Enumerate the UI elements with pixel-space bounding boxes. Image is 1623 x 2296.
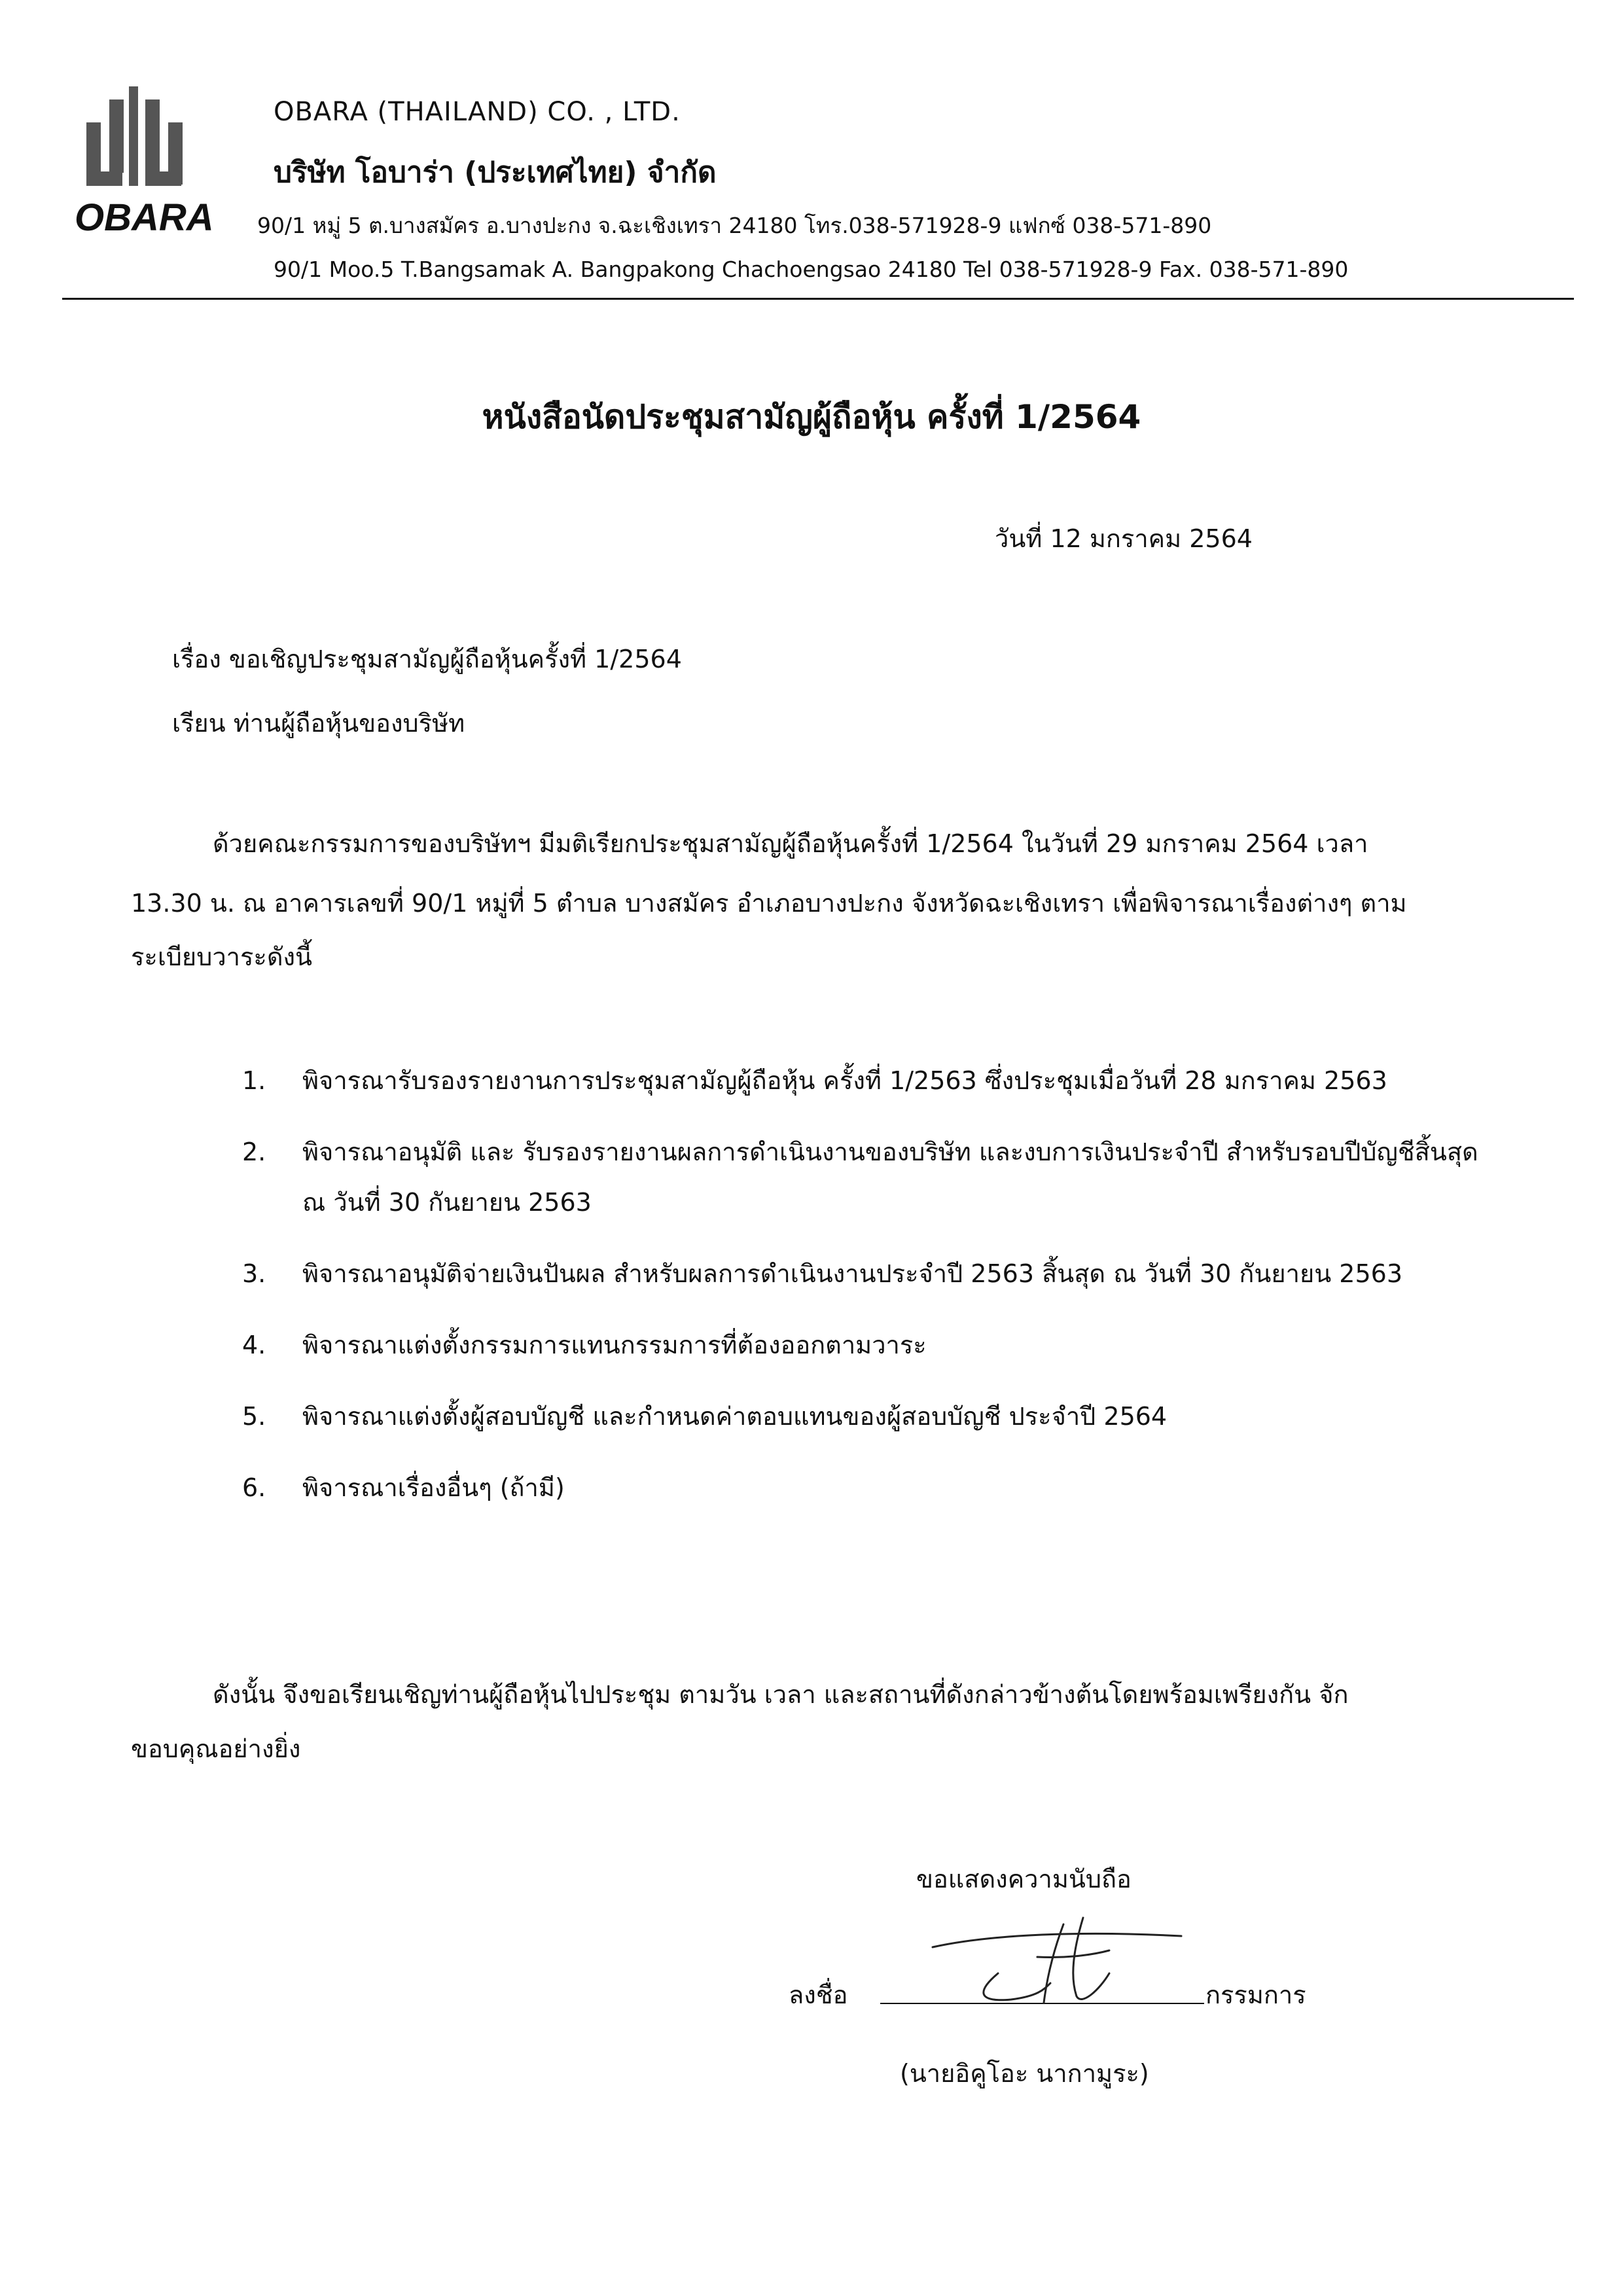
signatory-name: (นายอิคูโอะ นากามูระ): [900, 2059, 1149, 2088]
closing-regards: ขอแสดงความนับถือ: [916, 1865, 1132, 1893]
agenda-item-text: พิจารณาอนุมัติ และ รับรองรายงานผลการดำเนินงานของบริษัท และงบการเงินประจำปี สำหรับรอบปีบัญชีสิ้นสุด ณ วันที่ 30 กันยายน 2563: [302, 1138, 1478, 1217]
body-paragraph-first-line: ด้วยคณะกรรมการของบริษัทฯ มีมติเรียกประชุมสามัญผู้ถือหุ้นครั้งที่ 1/2564 ในวันที่ 29 มกราคม 2564 เวลา: [213, 829, 1368, 858]
document-date: วันที่ 12 มกราคม 2564: [995, 524, 1253, 553]
body-paragraph-continuation: 13.30 น. ณ อาคารเลขที่ 90/1 หมู่ที่ 5 ตำบล บางสมัคร อำเภอบางปะกง จังหวัดฉะเชิงเทรา เพื่อพิจารณาเรื่องต่างๆ ตามระเบียบวาระดังนี้: [131, 889, 1407, 971]
subject-line: เรื่อง ขอเชิญประชุมสามัญผู้ถือหุ้นครั้งที่ 1/2564: [172, 645, 682, 673]
agenda-item-number: 6.: [242, 1473, 266, 1502]
document-title: หนังสือนัดประชุมสามัญผู้ถือหุ้น ครั้งที่ 1/2564: [482, 398, 1141, 436]
agenda-item-text: พิจารณาแต่งตั้งกรรมการแทนกรรมการที่ต้องออกตามวาระ: [302, 1331, 927, 1359]
agenda-item-text: พิจารณาแต่งตั้งผู้สอบบัญชี และกำหนดค่าตอบแทนของผู้สอบบัญชี ประจำปี 2564: [302, 1402, 1168, 1431]
agenda-item-number: 1.: [242, 1066, 266, 1095]
agenda-item-number: 2.: [242, 1138, 266, 1166]
agenda-item: [242, 1320, 1486, 1371]
closing-paragraph-first-line: ดังนั้น จึงขอเรียนเชิญท่านผู้ถือหุ้นไปประชุม ตามวัน เวลา และสถานที่ดังกล่าวข้างต้นโดยพร้อมเพรียงกัน จัก: [213, 1680, 1349, 1709]
company-address-th: 90/1 หมู่ 5 ต.บางสมัคร อ.บางปะกง จ.ฉะเชิงเทรา 24180 โทร.038-571928-9 แฟกซ์ 038-571-890: [257, 213, 1212, 238]
agenda-item: [242, 1463, 1486, 1513]
agenda-list: [242, 1056, 1486, 1534]
agenda-item-number: 3.: [242, 1259, 266, 1288]
company-name-en: OBARA (THAILAND) CO. , LTD.: [274, 97, 681, 127]
header-divider: [62, 298, 1574, 300]
agenda-item: [242, 1056, 1486, 1106]
agenda-item-number: 5.: [242, 1402, 266, 1431]
agenda-item-number: 4.: [242, 1331, 266, 1359]
agenda-item: [242, 1391, 1486, 1442]
logo-wordmark: OBARA: [75, 196, 214, 239]
handwritten-signature: [913, 1911, 1188, 2009]
company-address-en: 90/1 Moo.5 T.Bangsamak A. Bangpakong Chachoengsao 24180 Tel 038-571928-9 Fax. 038-571-890: [274, 257, 1349, 282]
addressee-line: เรียน ท่านผู้ถือหุ้นของบริษัท: [172, 709, 465, 738]
company-name-th: บริษัท โอบาร่า (ประเทศไทย) จำกัด: [274, 156, 717, 189]
agenda-item-text: พิจารณาเรื่องอื่นๆ (ถ้ามี): [302, 1473, 565, 1502]
agenda-item-text: พิจารณาอนุมัติจ่ายเงินปันผล สำหรับผลการดำเนินงานประจำปี 2563 สิ้นสุด ณ วันที่ 30 กันยายน 2563: [302, 1259, 1403, 1288]
obara-logo: [73, 73, 224, 243]
signatory-position: กรรมการ: [1205, 1981, 1306, 2009]
agenda-item: [242, 1127, 1486, 1228]
agenda-item: [242, 1249, 1486, 1299]
closing-paragraph-continuation: ขอบคุณอย่างยิ่ง: [131, 1734, 301, 1763]
signature-label: ลงชื่อ: [789, 1981, 848, 2009]
agenda-item-text: พิจารณารับรองรายงานการประชุมสามัญผู้ถือหุ้น ครั้งที่ 1/2563 ซึ่งประชุมเมื่อวันที่ 28 มกราคม 2563: [302, 1066, 1387, 1095]
